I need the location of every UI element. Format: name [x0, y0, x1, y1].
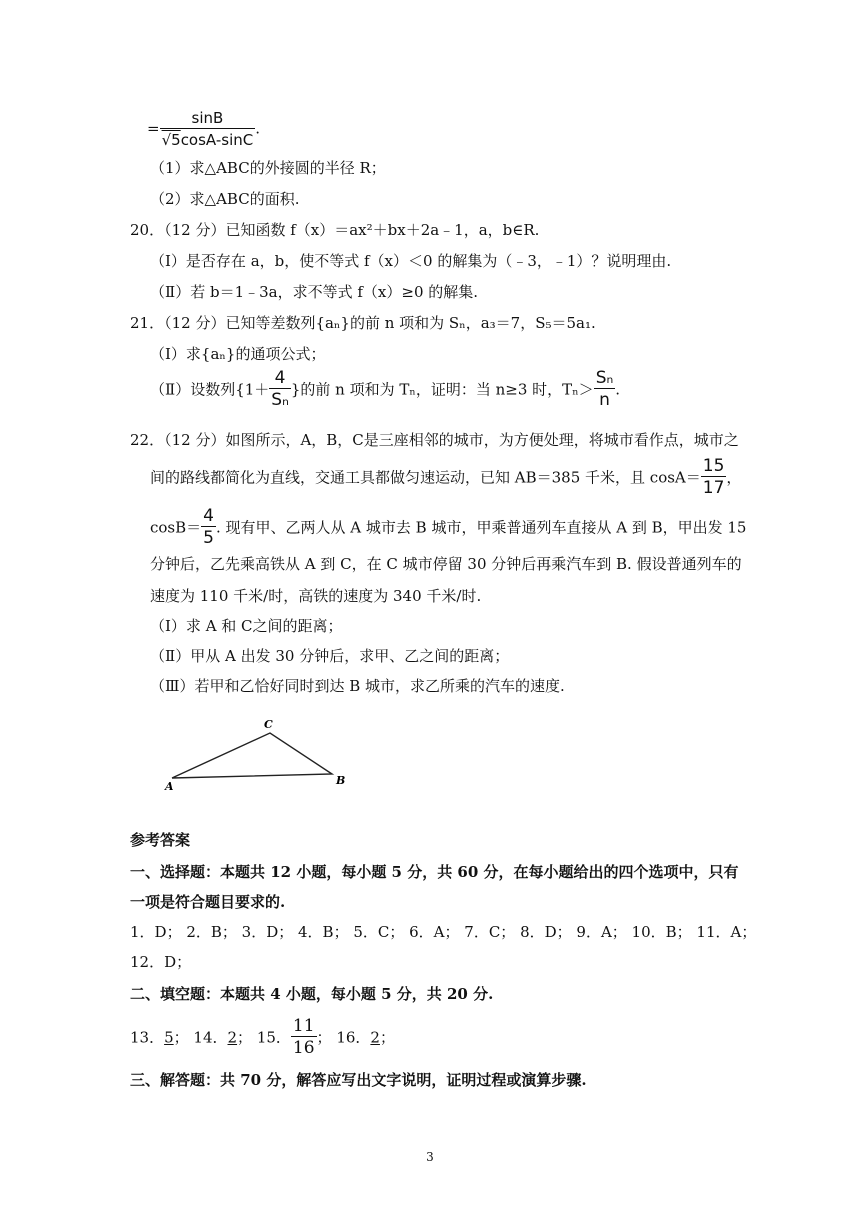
q22-line5: 速度为 110 千米/时，高铁的速度为 340 千米/时.	[150, 587, 482, 605]
q20-part2: （Ⅱ）若 b＝1﹣3a，求不等式 f（x）≥0 的解集.	[150, 283, 479, 301]
vertex-label-a: A	[165, 780, 174, 793]
triangle-figure	[160, 714, 360, 794]
page-number: 3	[426, 1150, 434, 1164]
q22-line2: 间的路线都简化为直线，交通工具都做匀速运动，已知 AB＝385 千米，且 cosA＝ $\frac{15}{17}$ ，	[150, 456, 742, 498]
vertex-label-b: B	[336, 774, 346, 787]
q19-part2: （2）求△ABC的面积.	[150, 190, 300, 208]
q22-part2: （Ⅱ）甲从 A 出发 30 分钟后，求甲、乙之间的距离；	[150, 647, 510, 665]
choice-answers-line1: 1．D； 2．B； 3．D； 4．B； 5．C； 6．A； 7．C； 8．D； 9．A； 10．B； 11．A；	[130, 923, 757, 941]
section2-heading: 二、填空题：本题共 4 小题，每小题 5 分，共 20 分.	[130, 985, 494, 1003]
q21-stem: 21．（12 分）已知等差数列{aₙ}的前 n 项和为 Sₙ，a₃＝7，S₅＝5a₁.	[130, 314, 596, 332]
fill-in-answers: 13．5； 14．2； 15． $\frac{11}{16}$ ； 16．2；	[130, 1016, 395, 1058]
choice-answers-line2: 12．D；	[130, 953, 192, 971]
q22-line3: cosB＝ $\frac{4}{5}$ . 现有甲、乙两人从 A 城市去 B 城市，甲乘普通列车直接从 A 到 B，甲出发 15	[150, 506, 747, 548]
section1-heading-line1: 一、选择题：本题共 12 小题，每小题 5 分，共 60 分，在每小题给出的四个选项中，只有	[130, 863, 739, 881]
answers-heading: 参考答案	[130, 831, 191, 849]
q22-line4: 分钟后，乙先乘高铁从 A 到 C，在 C 城市停留 30 分钟后再乘汽车到 B. 假设普通列车的	[150, 555, 742, 573]
q20-part1: （Ⅰ）是否存在 a，b，使不等式 f（x）＜0 的解集为（﹣3，﹣1）？说明理由.	[150, 252, 672, 270]
section1-heading-line2: 一项是符合题目要求的.	[130, 893, 286, 911]
formula-continuation: = $\frac{\sin B}{√5\cos A-\sin C}$ .	[147, 109, 261, 149]
section3-heading: 三、解答题：共 70 分，解答应写出文字说明，证明过程或演算步骤.	[130, 1071, 587, 1089]
q20-stem: 20．（12 分）已知函数 f（x）＝ax²＋bx＋2a﹣1，a，b∈R.	[130, 221, 540, 239]
fraction-numerator: sinB	[160, 108, 256, 129]
q19-part1: （1）求△ABC的外接圆的半径 R；	[150, 159, 386, 177]
vertex-label-c: C	[264, 718, 273, 731]
q22-line1: 22．（12 分）如图所示，A，B，C是三座相邻的城市，为方便处理，将城市看作点，城市之	[130, 431, 739, 449]
q22-part3: （Ⅲ）若甲和乙恰好同时到达 B 城市，求乙所乘的汽车的速度.	[150, 677, 565, 695]
q22-part1: （Ⅰ）求 A 和 C之间的距离；	[150, 617, 343, 635]
q21-part1: （Ⅰ）求{aₙ}的通项公式；	[150, 345, 326, 363]
q21-part2: （Ⅱ）设数列{1＋ $\frac{4}{\text{Sₙ}}$ }的前 n 项和为 Tₙ，证明：当 n≥3 时，Tₙ＞ $\frac{\text{Sₙ}}{n}$ .	[150, 368, 621, 410]
